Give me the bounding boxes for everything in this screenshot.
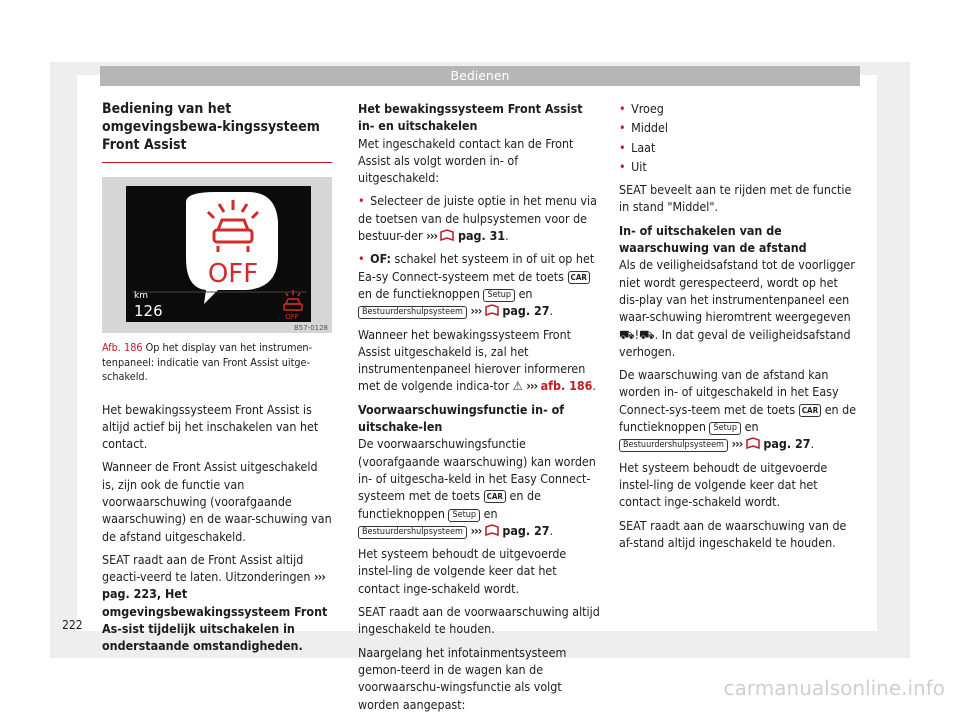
chevrons-icon: ›››: [470, 303, 482, 319]
display-graphic: [126, 186, 311, 322]
bullet-icon: •: [358, 251, 365, 267]
off-text: OFF: [207, 259, 259, 289]
page-ref-link[interactable]: pag. 27: [502, 522, 550, 538]
figure-code: B57-0128: [293, 324, 328, 332]
km-value: 126: [134, 302, 163, 320]
section-title: Bediening van het omgevingsbewa-kingssysteem Front Assist: [102, 100, 332, 163]
bullet-icon: •: [619, 101, 626, 116]
paragraph: [619, 256, 861, 360]
setup-key-button[interactable]: Setup: [709, 422, 741, 435]
page-ref-link[interactable]: pag. 27: [502, 303, 550, 319]
paragraph: Het systeem behoudt de uitgevoerde instel-ling de volgende keer dat het contact inge-schakeld wordt.: [358, 546, 567, 596]
option-text: Uit: [631, 158, 647, 174]
paragraph-text: en: [483, 505, 498, 521]
bullet-item: • OF: schakel het systeem in of uit op het Ea-sy Connect-systeem met de toets CAR en de functieknoppen Setup en Bestuurdershulpsysteem ››› pag. 27.: [358, 251, 595, 319]
header-title: Bedienen: [450, 68, 510, 83]
paragraph: SEAT beveelt aan te rijden met de functie in stand "Middel".: [619, 182, 852, 215]
chevrons-icon: ›››: [314, 569, 325, 585]
book-icon: [485, 304, 499, 316]
page-ref-link[interactable]: pag. 31: [458, 228, 506, 244]
paragraph: Wanneer de Front Assist uitgeschakeld is, zijn ook de functie van voorwaarschuwing (voorafgaande waarschuwing) en de waar-schuwing van de afstand uitgeschakeld.: [102, 459, 332, 544]
paragraph: Wanneer het bewakingssysteem Front Assist uitgeschakeld is, zal het instrumentenpaneel hierover informeren met de volgende indica-tor ⚠ ››› afb. 186.: [358, 326, 596, 394]
bullet-text: Selecteer de juiste optie in het menu via de toetsen van de hulpsystemen voor de bestuur-der: [358, 193, 597, 244]
bullet-text: en: [518, 285, 533, 301]
page-number: 222: [62, 618, 83, 632]
heading: Voorwaarschuwingsfunctie in- of uitschake-len: [358, 401, 565, 435]
small-car-icon: [284, 290, 302, 310]
column-2: [358, 100, 600, 719]
paragraph-text: . In dat geval de veiligheidsafstand verhogen.: [619, 326, 851, 359]
paragraph: De voorwaarschuwingsfunctie (voorafgaande waarschuwing) kan worden in- of uitgescha-keld in het Easy Connect-systeem met de toets CAR en de functieknoppen Setup en Bestuurdershulpsysteem ››› pag. 27.: [358, 436, 596, 538]
option-item: [619, 158, 861, 175]
bullet-icon: •: [619, 139, 626, 155]
paragraph: Naargelang het infotainmentsysteem gemon-teerd in de wagen kan de voorwaarschu-wingsfunctie als volgt worden aangepast:: [358, 644, 567, 712]
paragraph-text: en de functieknoppen: [358, 488, 541, 521]
paragraph-text: Als de veiligheidsafstand tot de voorligger niet wordt gerespecteerd, wordt op het dis-play van het instrumentenpaneel een waar-schuwing hieromtrent weergegeven: [619, 257, 855, 325]
book-icon: [485, 524, 499, 536]
bullet-label: OF:: [370, 251, 391, 267]
bullet-icon: •: [619, 158, 626, 174]
page-ref-link[interactable]: pag. 223, Het omgevingsbewakingssysteem Front As-sist tijdelijk uitschakelen in onderstaande omstandigheden.: [102, 586, 328, 654]
paragraph: De waarschuwing van de afstand kan worden in- of uitgeschakeld in het Easy Connect-sys-teem met de toets CAR en de functieknoppen Setup en Bestuurdershulpsysteem ››› pag. 27.: [619, 367, 857, 452]
car-key-button[interactable]: CAR: [484, 490, 506, 503]
chevrons-icon: ›››: [426, 228, 437, 244]
figure-ref-link[interactable]: afb. 186: [540, 378, 593, 394]
column-1: [102, 100, 332, 661]
paragraph-text: De waarschuwing van de afstand kan worden in- of uitgeschakeld in het Easy Connect-sys-teem met de toets: [619, 367, 839, 417]
assist-key-button[interactable]: Bestuurdershulpsysteem: [619, 439, 728, 452]
heading: In- of uitschakelen van de waarschuwing van de afstand: [619, 222, 807, 256]
car-key-button[interactable]: CAR: [568, 271, 590, 284]
paragraph-text: De voorwaarschuwingsfunctie (voorafgaande waarschuwing) kan worden in- of uitgescha-keld in het Easy Connect-systeem met de toets: [358, 436, 596, 504]
chevrons-icon: ›››: [526, 378, 538, 394]
bullet-text: schakel het systeem in of uit op het Ea-sy Connect-systeem met de toets: [358, 251, 595, 284]
option-text: Vroeg: [631, 101, 664, 116]
page-ref-link[interactable]: pag. 27: [763, 436, 811, 452]
car-warning-icon: ⚠: [512, 378, 523, 394]
book-icon: [746, 437, 760, 449]
header-bar: [100, 66, 860, 86]
paragraph-text: en: [744, 419, 759, 435]
assist-key-button[interactable]: Bestuurdershulpsysteem: [358, 526, 467, 539]
bullet-text: en de functieknoppen: [358, 285, 480, 301]
paragraph: [102, 551, 332, 655]
option-text: Middel: [631, 120, 668, 136]
figure-186: [102, 177, 332, 333]
paragraph-text: SEAT raadt aan de Front Assist altijd geacti-veerd te laten. Uitzonderingen: [102, 551, 311, 585]
bullet-icon: •: [358, 193, 365, 209]
option-item: [619, 119, 861, 136]
paragraph-text: Wanneer het bewakingssysteem Front Assist uitgeschakeld is, zal het instrumentenpaneel hierover informeren met de volgende indica-tor: [358, 326, 586, 394]
chevrons-icon: ›››: [731, 436, 743, 452]
option-item: [619, 139, 861, 156]
setup-key-button[interactable]: Setup: [448, 509, 480, 522]
caption-text: Op het display van het instrumen-tenpaneel: indicatie van Front Assist uitge-schakeld.: [102, 341, 313, 383]
caption-ref: Afb. 186: [102, 341, 143, 354]
paragraph: SEAT raadt aan de waarschuwing van de af-stand altijd ingeschakeld te houden.: [619, 517, 847, 550]
column-3: [619, 100, 861, 557]
assist-key-button[interactable]: Bestuurdershulpsysteem: [358, 306, 467, 319]
heading: Het bewakingssysteem Front Assist in- en uitschakelen: [358, 101, 583, 134]
option-item: [619, 100, 861, 117]
watermark: carmanualsonline.info: [723, 676, 945, 700]
paragraph: Het systeem behoudt de uitgevoerde instel-ling de volgende keer dat het contact inge-schakeld wordt.: [619, 459, 828, 510]
book-icon: [440, 229, 454, 241]
paragraph: Met ingeschakeld contact kan de Front Assist als volgt worden in- of uitgeschakeld:: [358, 135, 574, 186]
small-off-text: OFF: [285, 313, 299, 321]
car-key-button[interactable]: CAR: [799, 404, 821, 417]
figure-caption: [102, 341, 332, 385]
bullet-item: • Selecteer de juiste optie in het menu via de toetsen van de hulpsystemen voor de bestuur-der ››› pag. 31.: [358, 193, 597, 244]
paragraph: Het bewakingssysteem Front Assist is altijd actief bij het inschakelen van het contact.: [102, 401, 319, 452]
option-text: Laat: [631, 139, 656, 155]
bullet-icon: •: [619, 120, 626, 136]
distance-warning-icon: ⛟!⛟: [619, 326, 655, 342]
setup-key-button[interactable]: Setup: [483, 289, 515, 302]
instrument-display: [126, 186, 311, 322]
chevrons-icon: ›››: [470, 522, 482, 538]
km-label: km: [134, 291, 148, 301]
paragraph-text: en de functieknoppen: [619, 401, 857, 435]
paragraph: SEAT raadt aan de voorwaarschuwing altijd ingeschakeld te houden.: [358, 604, 600, 637]
